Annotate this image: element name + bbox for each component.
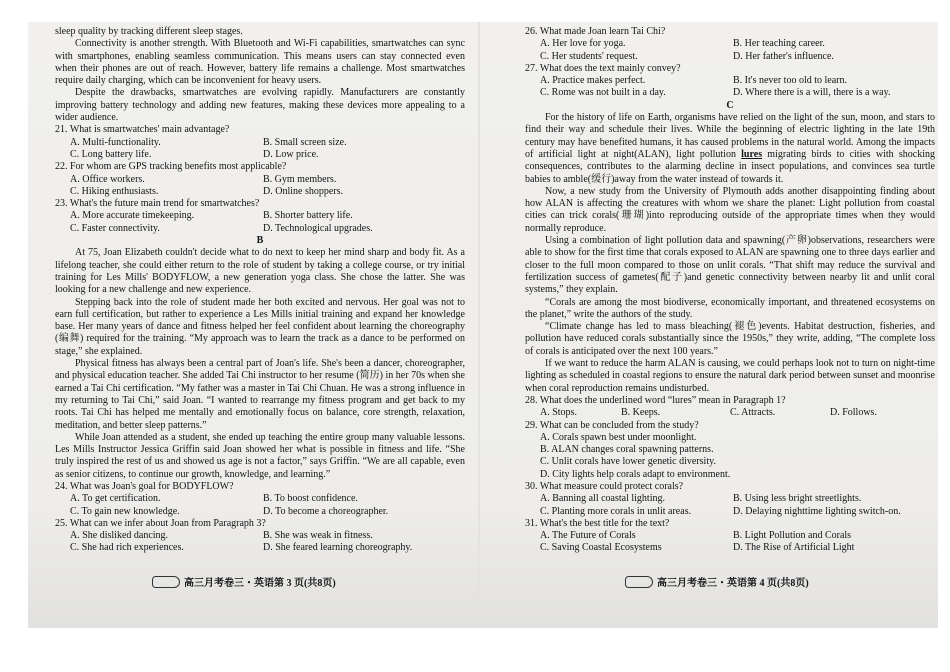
logo-badge-icon: [152, 576, 180, 588]
option-d: D. Follows.: [830, 407, 877, 419]
question-30: [525, 481, 935, 518]
question-stem: 25. What can we infer about Joan from Paragraph 3?: [55, 517, 266, 529]
option-d: D. Technological upgrades.: [263, 222, 373, 234]
question-28: [525, 395, 935, 420]
option-a: A. Stops.: [540, 407, 577, 419]
section-heading-b: B: [256, 235, 264, 247]
question-stem: 30. What measure could protect corals?: [525, 480, 684, 492]
option-b: B. ALAN changes coral spawning patterns.: [540, 444, 714, 456]
paragraph: Stepping back into the role of student made her both excited and nervous. Her goal was not to earn full certification, but rather to experience a Les Mills initial training and expand her knowledge base. Her many years of dance and fitness helped her feel confident about learning the choreography (编舞) required for the training. “My approach was to learn the track as a dance to be performed on stage,” she explained.: [55, 296, 465, 357]
question-27: [525, 63, 935, 100]
logo-badge-icon: [625, 576, 653, 588]
question-stem: 29. What can be concluded from the study?: [525, 419, 699, 431]
question-stem: 28. What does the underlined word “lures” mean in Paragraph 1?: [525, 394, 786, 406]
option-b: B. Small screen size.: [263, 136, 347, 148]
text-run: migrating birds to cities with shocking consequences, contributes to the alarming decline in insect populations, and convinces sea turtle babies to amble(缓行)away from the water instead of towards it.: [525, 148, 935, 185]
question-22: [55, 161, 465, 198]
page-3-footer: [152, 574, 336, 589]
option-b: B. To boost confidence.: [263, 493, 358, 505]
paragraph: Despite the drawbacks, smartwatches are evolving rapidly. Manufacturers are constantly improving battery technology and adding new features, making these devices more appealing to a wider audience.: [55, 87, 465, 124]
question-26: [525, 26, 935, 63]
option-d: D. Where there is a will, there is a way.: [733, 87, 891, 99]
option-c: C. Her students' request.: [540, 50, 638, 62]
option-c: C. To gain new knowledge.: [70, 505, 180, 517]
paragraph: Physical fitness has always been a central part of Joan's life. She's been a dancer, choreographer, and physical education teacher. She added Tai Chi instructor to her resume (简历) in her 70s when she earned a Tai Chi certification. “My father was a master in Tai Chi Chuan. He was a strong influence in my returning to Tai Chi,” said Joan. “I wanted to rearrange my fitness program and get back to my roots. Tai Chi has helped me mentally and emotionally focus on balance, core strength, relaxation, meditation, and better sleep patterns.”: [55, 358, 465, 431]
question-stem: 31. What's the best title for the text?: [525, 517, 670, 529]
option-d: D. To become a choreographer.: [263, 505, 389, 517]
option-a: A. Multi-functionality.: [70, 136, 161, 148]
option-c: C. Rome was not built in a day.: [540, 87, 666, 99]
page-4-footer: [625, 574, 809, 589]
paragraph: Connectivity is another strength. With Bluetooth and Wi-Fi capabilities, smartwatches can sync with smartphones, enabling seamless communication. This means users can stay connected even when their phones are out of reach. However, battery life remains a challenge. Most smartwatches require daily charging, which can be inconvenient for heavy users.: [55, 38, 465, 87]
underlined-word: lures: [741, 148, 763, 160]
page-4: [525, 26, 935, 555]
option-b: B. It's never too old to learn.: [733, 75, 847, 87]
option-c: C. Hiking enthusiasts.: [70, 185, 159, 197]
paragraph: sleep quality by tracking different sleep stages.: [55, 26, 243, 37]
paragraph: Now, a new study from the University of Plymouth adds another disappointing finding about how ALAN is affecting the creatures with whom we share the planet: Light pollution from coastal cities can trick corals(珊瑚)into reproducing outside of the appropriate times when they would normally reproduce.: [525, 185, 935, 234]
option-c: C. Planting more corals in unlit areas.: [540, 505, 692, 517]
option-a: A. More accurate timekeeping.: [70, 210, 195, 222]
option-c: C. She had rich experiences.: [70, 542, 184, 554]
option-d: D. Her father's influence.: [733, 50, 834, 62]
option-a: A. Office workers.: [70, 173, 145, 185]
option-d: D. Online shoppers.: [263, 185, 343, 197]
option-d: D. City lights help corals adapt to environment.: [540, 468, 731, 480]
question-stem: 21. What is smartwatches' main advantage?: [55, 124, 230, 136]
option-b: B. Using less bright streetlights.: [733, 493, 862, 505]
option-a: A. Corals spawn best under moonlight.: [540, 431, 697, 443]
page-number-label: 高三月考卷三・英语第 3 页(共8页): [184, 578, 336, 589]
option-d: D. Delaying nighttime lighting switch-on.: [733, 505, 901, 517]
page-fold: [478, 22, 480, 628]
paragraph: If we want to reduce the harm ALAN is causing, we could perhaps look not to turn on night-time lighting as scheduled in coastal regions to ensure the natural dark period between sunset and moonrise when coral reproduction remains undisturbed.: [525, 358, 935, 394]
option-b: B. Gym members.: [263, 173, 337, 185]
option-c: C. Unlit corals have lower genetic diversity.: [540, 456, 716, 468]
paragraph: While Joan attended as a student, she ended up teaching the entire group many valuable lessons. Les Mills Instructor Jessica Griffin said Joan showed her what is possible in fitness and life. “She truly inspired the rest of us and showed us age is not a factor,” says Griffin. “We are all capable, even as senior citizens, to continue our growth, knowledge, and learning.”: [55, 431, 465, 480]
option-b: B. She was weak in fitness.: [263, 530, 373, 542]
option-a: A. She disliked dancing.: [70, 530, 169, 542]
option-a: A. Practice makes perfect.: [540, 75, 646, 87]
question-stem: 27. What does the text mainly convey?: [525, 62, 681, 74]
paragraph: Using a combination of light pollution data and spawning(产卵)observations, researchers were able to show for the first time that corals exposed to ALAN are spawning one to three days earlier and closer to the full moon compared to those on unlit corals. “That shift may reduce the survival and fertilization success of gametes(配子)and genetic connectivity between nearby lit and unlit coral systems,” they explain.: [525, 235, 935, 296]
option-a: A. Her love for yoga.: [540, 38, 626, 50]
option-d: D. She feared learning choreography.: [263, 542, 413, 554]
question-24: [55, 481, 465, 518]
option-b: B. Light Pollution and Corals: [733, 530, 852, 542]
question-stem: 23. What's the future main trend for smartwatches?: [55, 198, 260, 210]
paragraph: “Corals are among the most biodiverse, economically important, and threatened ecosystems on the planet,” write the authors of the study.: [525, 296, 935, 320]
section-heading-c: C: [726, 99, 734, 111]
paragraph: “Climate change has led to mass bleaching(褪色)events. Habitat destruction, fisheries, and pollution have reduced corals substantially since the 1950s,” they write, adding, “The complete loss of corals is anticipated over the next 100 years.”: [525, 321, 935, 357]
option-a: A. The Future of Corals: [540, 530, 636, 542]
page-3: [55, 26, 465, 555]
option-c: C. Saving Coastal Ecosystems: [540, 542, 662, 554]
question-25: [55, 518, 465, 555]
option-b: B. Keeps.: [621, 407, 661, 419]
page-number-label: 高三月考卷三・英语第 4 页(共8页): [657, 578, 809, 589]
paragraph: At 75, Joan Elizabeth couldn't decide what to do next to keep her mind sharp and body fit. As a lifelong teacher, she could either return to the role of student by taking a college course, or try initial training for Les Mills' BODYFLOW, a new generation yoga class. She chose the latter. She was looking for a new challenge and new experience.: [55, 247, 465, 296]
option-d: D. Low price.: [263, 148, 319, 160]
question-23: [55, 198, 465, 235]
question-stem: 24. What was Joan's goal for BODYFLOW?: [55, 480, 234, 492]
text-run: For the history of life on Earth, organisms have relied on the light of the sun, moon, and stars to find their way and schedule their lives. While the beginning of electric lighting in the late 19th century may have benefited humans, it has caused problems in the natural world. Among the impacts of artificial light at night(ALAN), light pollution: [525, 112, 935, 160]
option-b: B. Her teaching career.: [733, 38, 825, 50]
question-stem: 26. What made Joan learn Tai Chi?: [525, 26, 666, 37]
option-c: C. Attracts.: [730, 407, 776, 419]
option-d: D. The Rise of Artificial Light: [733, 542, 855, 554]
option-a: A. Banning all coastal lighting.: [540, 493, 665, 505]
question-stem: 22. For whom are GPS tracking benefits most applicable?: [55, 161, 287, 173]
option-a: A. To get certification.: [70, 493, 161, 505]
option-c: C. Faster connectivity.: [70, 222, 160, 234]
question-29: [525, 420, 935, 481]
question-21: [55, 124, 465, 161]
option-c: C. Long battery life.: [70, 148, 152, 160]
question-31: [525, 518, 935, 555]
option-b: B. Shorter battery life.: [263, 210, 353, 222]
paragraph: [525, 112, 935, 186]
